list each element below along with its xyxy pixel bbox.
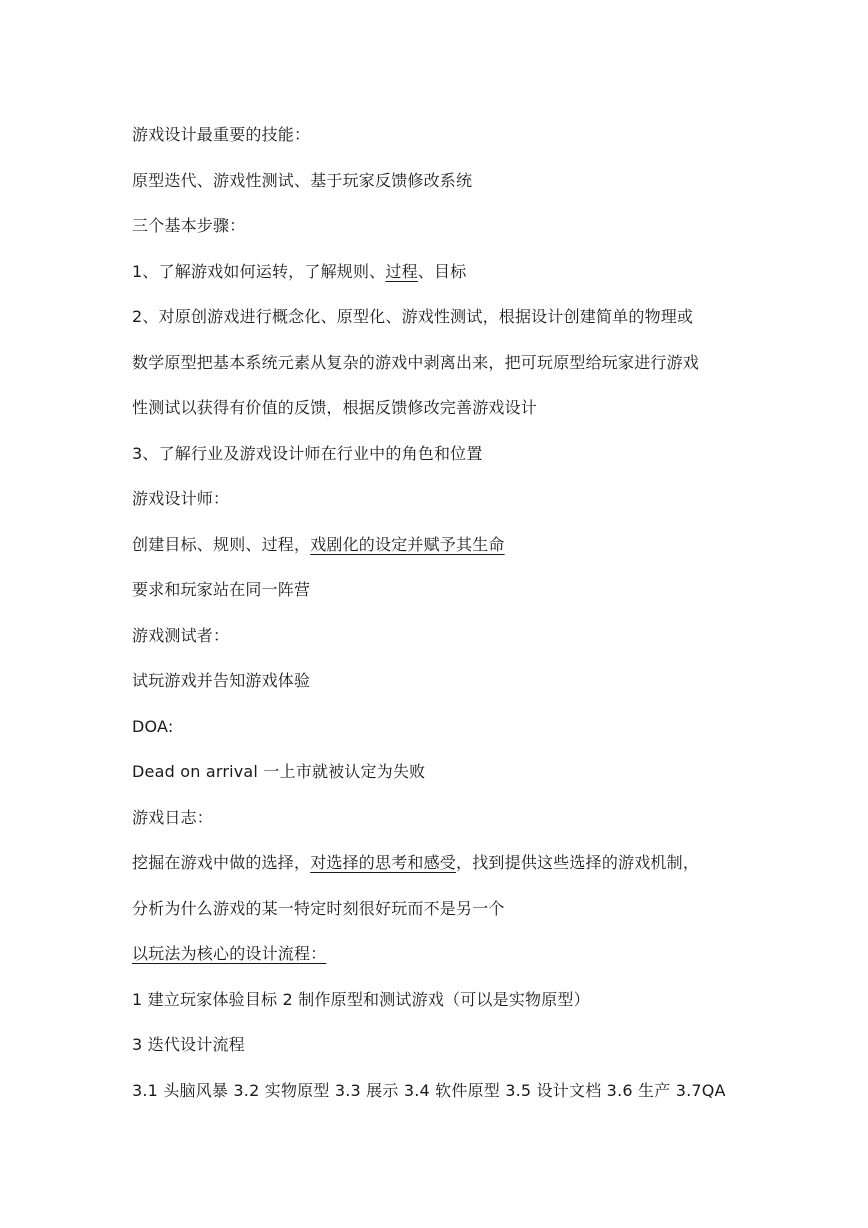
text-line: 试玩游戏并告知游戏体验 (132, 671, 311, 690)
text-run: 、目标 (417, 261, 467, 281)
underlined-text: 对选择的思考和感受 (310, 853, 457, 872)
text-line (132, 249, 752, 295)
underlined-text: 以玩法为核心的设计流程： (132, 944, 327, 963)
text-line: 3.1 头脑风暴 3.2 实物原型 3.3 展示 3.4 软件原型 3.5 设计文档 3.6 生产 3.7QA (132, 1080, 726, 1100)
text-line: 数学原型把基本系统元素从复杂的游戏中剥离出来，把可玩原型给玩家进行游戏 (132, 352, 700, 372)
text-line: 游戏设计师： (132, 489, 230, 508)
document-body (132, 112, 752, 1113)
underlined-text: 过程 (385, 261, 418, 281)
text-line: 1 建立玩家体验目标 2 制作原型和测试游戏（可以是实物原型） (132, 989, 590, 1009)
text-line: 3、了解行业及游戏设计师在行业中的角色和位置 (132, 443, 483, 463)
text-line: 性测试以获得有价值的反馈，根据反馈修改完善游戏设计 (132, 398, 538, 417)
text-line: 3 迭代设计流程 (132, 1035, 245, 1054)
text-line (132, 522, 752, 568)
text-line (132, 931, 752, 977)
underlined-text: 戏剧化的设定并赋予其生命 (310, 534, 505, 554)
text-line: 要求和玩家站在同一阵营 (132, 580, 311, 599)
text-line (132, 840, 752, 886)
text-run: 1、了解游戏如何运转，了解规则、 (132, 261, 386, 281)
text-line: 原型迭代、游戏性测试、基于玩家反馈修改系统 (132, 170, 473, 190)
text-line: 分析为什么游戏的某一特定时刻很好玩而不是另一个 (132, 898, 505, 918)
text-line: 三个基本步骤： (132, 216, 246, 235)
text-line: DOA: (132, 716, 174, 736)
text-run: 创建目标、规则、过程， (132, 534, 311, 554)
text-line: 2、对原创游戏进行概念化、原型化、游戏性测试，根据设计创建简单的物理或 (132, 307, 694, 326)
text-line: 游戏测试者： (132, 625, 230, 645)
text-line: 游戏日志： (132, 807, 214, 827)
text-line: Dead on arrival 一上市就被认定为失败 (132, 762, 426, 781)
text-run: 挖掘在游戏中做的选择， (132, 853, 311, 872)
text-run: ，找到提供这些选择的游戏机制， (456, 853, 700, 872)
text-line: 游戏设计最重要的技能： (132, 125, 311, 144)
